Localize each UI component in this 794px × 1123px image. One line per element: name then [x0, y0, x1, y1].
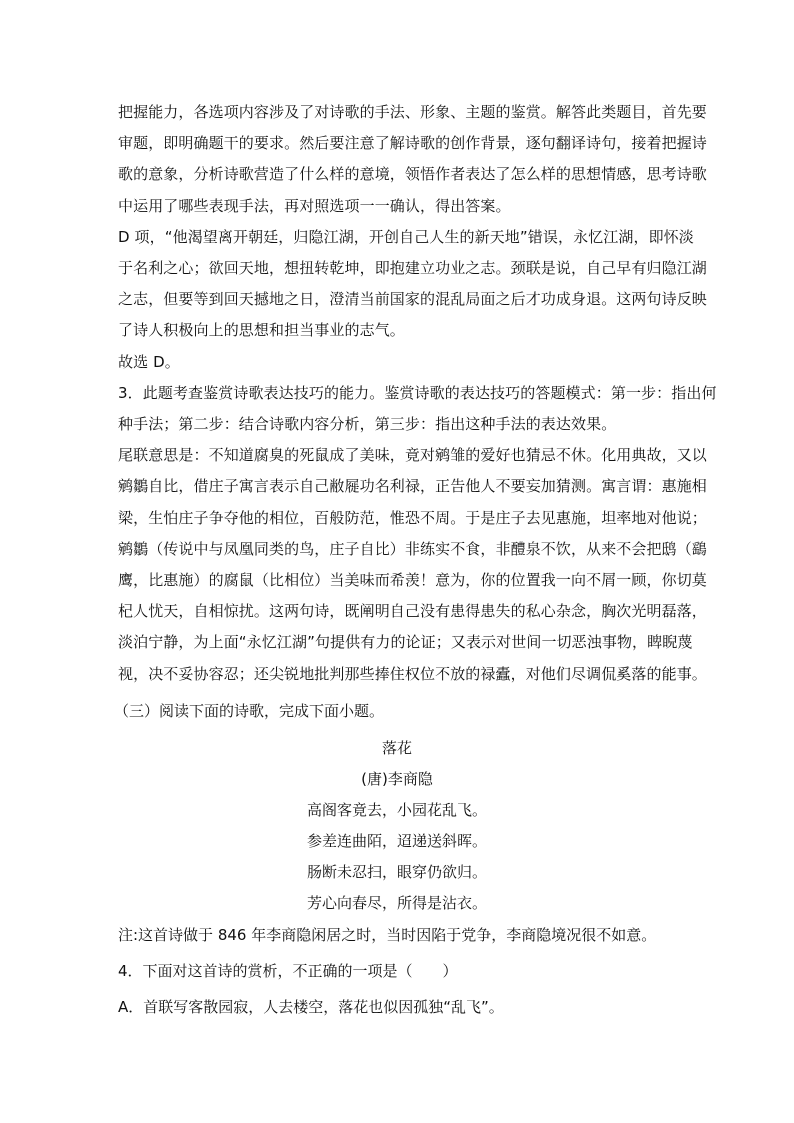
text-line: 尾联意思是：不知道腐臭的死鼠成了美味，竟对鹓雏的爱好也猜忌不休。化用典故，又以	[118, 446, 707, 465]
text-line: 视，决不妥协容忍；还尖锐地批判那些捧住权位不放的禄蠹，对他们尽调侃奚落的能事。	[118, 664, 707, 683]
section-heading: （三）阅读下面的诗歌，完成下面小题。	[114, 702, 385, 720]
analysis-paragraph-3	[118, 378, 717, 440]
poem-line: 参差连曲陌，迢递送斜晖。	[306, 832, 487, 850]
text-line: 中运用了哪些表现手法，再对照选项一一确认，得出答案。	[118, 196, 511, 215]
text-line: 了诗人积极向上的思想和担当事业的志气。	[118, 321, 405, 340]
answer-line: 故选 D。	[118, 352, 180, 371]
text-line: 之志，但要等到回天撼地之日，澄清当前国家的混乱局面之后才功成身退。这两句诗反映	[118, 290, 707, 309]
poem-author: (唐)李商隐	[361, 770, 433, 788]
text-line: 把握能力，各选项内容涉及了对诗歌的手法、形象、主题的鉴赏。解答此类题目，首先要	[118, 103, 707, 121]
poem-line: 芳心向春尽，所得是沾衣。	[306, 894, 487, 912]
text-line: D 项，“他渴望离开朝廷，归隐江湖，开创自己人生的新天地”错误，永忆江湖，即怀淡	[118, 227, 694, 246]
poem-line: 肠断未忍扫，眼穿仍欲归。	[306, 863, 487, 881]
text-line: 淡泊宁静，为上面“永忆江湖”句提供有力的论证；又表示对世间一切恶浊事物，睥睨蔑	[118, 633, 693, 652]
analysis-paragraph-2	[118, 222, 707, 347]
text-line: 歌的意象，分析诗歌营造了什么样的意境，领悟作者表达了怎么样的思想情感，思考诗歌	[118, 165, 707, 184]
text-line: 梁，生怕庄子争夺他的相位，百般防范，惟恐不周。于是庄子去见惠施，坦率地对他说；	[118, 508, 707, 527]
text-line: 种手法；第二步：结合诗歌内容分析，第三步：指出这种手法的表达效果。	[118, 415, 617, 434]
text-line: 审题，即明确题干的要求。然后要注意了解诗歌的创作背景，逐句翻译诗句，接着把握诗	[118, 134, 707, 153]
poem	[0, 733, 794, 919]
poem-note: 注:这首诗做于 846 年李商隐闲居之时，当时因陷于党争，李商隐境况很不如意。	[118, 926, 657, 944]
analysis-text	[118, 97, 717, 690]
poem-title: 落花	[381, 739, 412, 757]
text-line: 鹓鶵（传说中与凤凰同类的鸟，庄子自比）非练实不食，非醴泉不饮，从来不会把鸱（鷂	[118, 539, 707, 558]
text-line: 3．此题考查鉴赏诗歌表达技巧的能力。鉴赏诗歌的表达技巧的答题模式：第一步：指出何	[118, 383, 717, 402]
analysis-paragraph-1	[118, 97, 707, 222]
analysis-paragraph-4	[118, 440, 707, 690]
text-line: 鹰，比惠施）的腐鼠（比相位）当美味而希羡！意为，你的位置我一向不屑一顾，你切莫	[118, 571, 707, 590]
poem-line: 高阁客竟去，小园花乱飞。	[306, 801, 487, 819]
question-stem: 4．下面对这首诗的赏析，不正确的一项是（ ）	[118, 962, 458, 980]
question-option-a: A．首联写客散园寂，人去楼空，落花也似因孤独“乱飞”。	[118, 998, 504, 1016]
text-line: 鹓鶵自比，借庄子寓言表示自己敝屣功名利禄，正告他人不要妄加猜测。寓言谓：惠施相	[118, 477, 707, 496]
text-line: 于名利之心；欲回天地，想扭转乾坤，即抱建立功业之志。颈联是说，自己早有归隐江湖	[118, 259, 707, 278]
text-line: 杞人忧天，自相惊扰。这两句诗，既阐明自己没有患得患失的私心杂念，胸次光明磊落，	[118, 602, 707, 621]
